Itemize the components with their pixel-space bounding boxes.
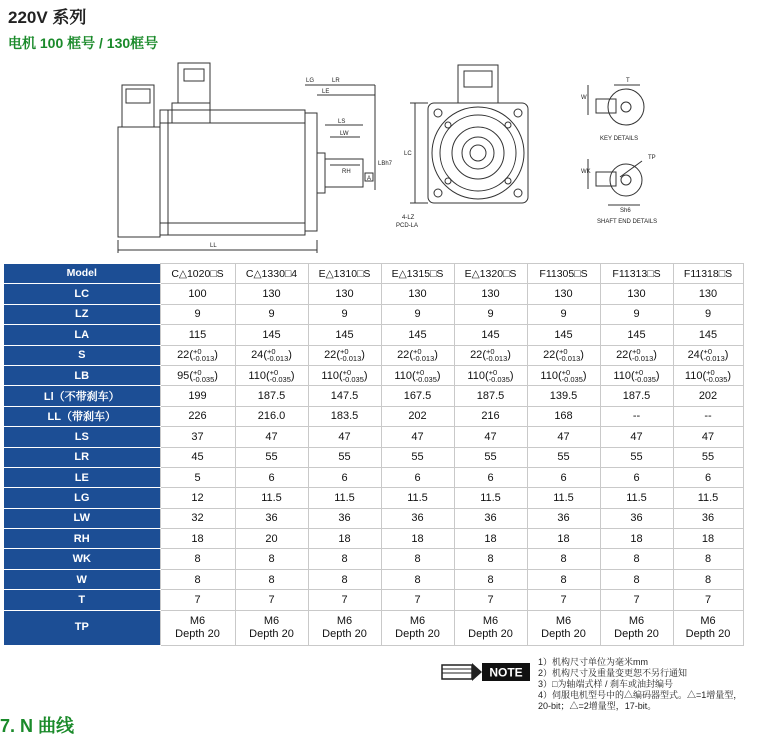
table-cell: 9 — [527, 304, 600, 324]
table-cell: 6 — [600, 467, 673, 487]
table-cell: 130 — [673, 284, 743, 304]
table-cell: 7 — [381, 590, 454, 610]
tolerance: +0 -0.013 — [703, 347, 725, 364]
dim-label-tp: TP — [648, 155, 656, 161]
table-cell: 37 — [160, 427, 235, 447]
shaft-end-view — [588, 159, 642, 205]
table-cell: 8 — [381, 569, 454, 589]
table-cell: 110( +0 -0.035 ) — [308, 365, 381, 385]
table-cell: 11.5 — [673, 488, 743, 508]
table-cell: 226 — [160, 406, 235, 426]
row-label: LS — [4, 427, 160, 447]
dim-label-sh6: Sh6 — [620, 208, 631, 214]
table-cell: 5 — [160, 467, 235, 487]
table-cell: 202 — [381, 406, 454, 426]
table-cell: 22( +0 -0.013 ) — [160, 345, 235, 365]
table-cell: 9 — [673, 304, 743, 324]
table-cell: 24( +0 -0.013 ) — [673, 345, 743, 365]
tolerance: +0 -0.035 — [415, 367, 437, 384]
table-cell: 18 — [673, 529, 743, 549]
table-cell: 8 — [673, 549, 743, 569]
table-cell: 6 — [235, 467, 308, 487]
table-cell: 18 — [454, 529, 527, 549]
table-cell: 8 — [235, 569, 308, 589]
page-subtitle: 电机 100 框号 / 130框号 — [8, 35, 159, 51]
table-cell: 167.5 — [381, 386, 454, 406]
table-cell: 47 — [527, 427, 600, 447]
tolerance: +0 -0.035 — [706, 367, 728, 384]
dim-label-lz: 4-LZ — [402, 215, 415, 221]
table-cell: 55 — [673, 447, 743, 467]
table-row — [4, 569, 743, 589]
table-cell: 130 — [527, 284, 600, 304]
table-cell: 7 — [600, 590, 673, 610]
table-cell: 168 — [527, 406, 600, 426]
table-cell: 95( +0 -0.035 ) — [160, 365, 235, 385]
table-cell: 130 — [381, 284, 454, 304]
tolerance: +0 -0.035 — [269, 367, 291, 384]
table-cell: 8 — [308, 549, 381, 569]
row-label: LZ — [4, 304, 160, 324]
table-row — [4, 610, 743, 645]
table-row — [4, 590, 743, 610]
dim-label-ll: LL — [210, 243, 217, 249]
tolerance: +0 -0.013 — [485, 347, 508, 364]
dim-label-lr: LR — [332, 78, 340, 84]
table-cell: 7 — [527, 590, 600, 610]
row-label: LR — [4, 447, 160, 467]
table-row — [4, 284, 743, 304]
page-title: 220V 系列 — [8, 8, 87, 27]
row-label: LE — [4, 467, 160, 487]
table-cell: 110( +0 -0.035 ) — [454, 365, 527, 385]
table-cell: 22( +0 -0.013 ) — [600, 345, 673, 365]
table-row — [4, 508, 743, 528]
table-cell: 36 — [673, 508, 743, 528]
motor-dimension-drawing — [0, 55, 762, 255]
tolerance: +0 -0.013 — [192, 347, 215, 364]
table-cell: 55 — [527, 447, 600, 467]
table-cell: M6 Depth 20 — [235, 610, 308, 645]
row-label: Ll（不带刹车） — [4, 386, 160, 406]
notes-list — [538, 657, 742, 712]
header-cell: E△1315□S — [381, 264, 454, 284]
table-cell: 145 — [308, 325, 381, 345]
table-cell: 11.5 — [381, 488, 454, 508]
note-line: 1）机构尺寸单位为毫米mm — [538, 657, 649, 667]
header-cell: E△1310□S — [308, 264, 381, 284]
tolerance: +0 -0.035 — [634, 367, 656, 384]
table-cell: M6 Depth 20 — [381, 610, 454, 645]
table-cell: 9 — [160, 304, 235, 324]
tolerance: +0 -0.013 — [266, 347, 289, 364]
note-line: 3）□为轴端式样 / 刹车或油封编号 — [538, 679, 673, 689]
dim-label-t: T — [626, 78, 630, 84]
table-cell: 45 — [160, 447, 235, 467]
table-cell: M6 Depth 20 — [160, 610, 235, 645]
row-label: S — [4, 345, 160, 365]
table-cell: 18 — [600, 529, 673, 549]
table-cell: 6 — [527, 467, 600, 487]
dim-label-lw: LW — [340, 131, 349, 137]
dim-label-w: W — [581, 95, 587, 101]
table-cell: 11.5 — [235, 488, 308, 508]
table-cell: 18 — [527, 529, 600, 549]
table-cell: 8 — [454, 569, 527, 589]
table-cell: 8 — [527, 569, 600, 589]
table-cell: 139.5 — [527, 386, 600, 406]
table-cell: 130 — [454, 284, 527, 304]
table-cell: 8 — [527, 549, 600, 569]
dim-label-lb: LBh7 — [378, 161, 393, 167]
next-section-heading: 7. N 曲线 — [0, 716, 75, 736]
table-cell: 47 — [454, 427, 527, 447]
header-cell: E△1320□S — [454, 264, 527, 284]
header-cell: C△1020□S — [160, 264, 235, 284]
row-label: LA — [4, 325, 160, 345]
table-cell: 36 — [235, 508, 308, 528]
row-label: LG — [4, 488, 160, 508]
table-row — [4, 365, 743, 385]
table-cell: 9 — [381, 304, 454, 324]
key-details-view — [588, 85, 644, 125]
table-cell: 147.5 — [308, 386, 381, 406]
row-label: LL（带刹车） — [4, 406, 160, 426]
table-cell: 8 — [600, 569, 673, 589]
spec-table — [4, 263, 744, 646]
table-row — [4, 304, 743, 324]
table-cell: 36 — [600, 508, 673, 528]
table-cell: 187.5 — [235, 386, 308, 406]
tolerance: +0 -0.035 — [192, 367, 215, 384]
header-cell: F11305□S — [527, 264, 600, 284]
table-cell: 22( +0 -0.013 ) — [527, 345, 600, 365]
table-cell: 110( +0 -0.035 ) — [381, 365, 454, 385]
table-cell: 8 — [600, 549, 673, 569]
table-cell: 6 — [308, 467, 381, 487]
header-cell: F11313□S — [600, 264, 673, 284]
shaft-end-caption: SHAFT END DETAILS — [597, 219, 658, 225]
table-cell: 9 — [454, 304, 527, 324]
tolerance: +0 -0.013 — [558, 347, 581, 364]
table-cell: 199 — [160, 386, 235, 406]
table-cell: 18 — [381, 529, 454, 549]
pencil-icon — [440, 660, 530, 686]
table-cell: 7 — [454, 590, 527, 610]
table-cell: M6 Depth 20 — [527, 610, 600, 645]
note-line: 2）机构尺寸及重量变更恕不另行通知 — [538, 668, 688, 678]
table-cell: 110( +0 -0.035 ) — [673, 365, 743, 385]
table-cell: 8 — [673, 569, 743, 589]
table-cell: 36 — [454, 508, 527, 528]
dim-label-wk: WK — [581, 169, 591, 175]
table-cell: 55 — [600, 447, 673, 467]
table-cell: 47 — [235, 427, 308, 447]
table-cell: 187.5 — [454, 386, 527, 406]
note-line: 4）伺服电机型号中的△编码器型式。△=1增量型， — [538, 690, 743, 700]
table-cell: 8 — [308, 569, 381, 589]
table-cell: 11.5 — [308, 488, 381, 508]
table-cell: 7 — [308, 590, 381, 610]
table-cell: 216 — [454, 406, 527, 426]
dim-label-lc: LC — [404, 151, 412, 157]
table-row — [4, 549, 743, 569]
table-header-row — [4, 264, 743, 284]
table-cell: 7 — [673, 590, 743, 610]
table-cell: 55 — [454, 447, 527, 467]
table-cell: 36 — [308, 508, 381, 528]
table-cell: 8 — [160, 549, 235, 569]
dim-label-ls: LS — [338, 119, 346, 125]
table-row — [4, 386, 743, 406]
table-cell: 8 — [454, 549, 527, 569]
table-row — [4, 488, 743, 508]
table-row — [4, 406, 743, 426]
key-details-caption: KEY DETAILS — [600, 136, 639, 142]
table-cell: 130 — [235, 284, 308, 304]
row-label: LC — [4, 284, 160, 304]
table-cell: 145 — [527, 325, 600, 345]
table-cell: 110( +0 -0.035 ) — [600, 365, 673, 385]
table-cell: 145 — [235, 325, 308, 345]
table-cell: 36 — [381, 508, 454, 528]
table-cell: 130 — [308, 284, 381, 304]
table-cell: 18 — [160, 529, 235, 549]
note-label: NOTE — [489, 665, 523, 680]
row-label: W — [4, 569, 160, 589]
table-cell: 32 — [160, 508, 235, 528]
note-line: 20-bit；△=2增量型，17-bit。 — [538, 701, 657, 711]
table-cell: 47 — [381, 427, 454, 447]
table-cell: 11.5 — [600, 488, 673, 508]
table-cell: 8 — [381, 549, 454, 569]
table-row — [4, 427, 743, 447]
table-cell: 11.5 — [527, 488, 600, 508]
table-cell: 202 — [673, 386, 743, 406]
table-cell: 6 — [673, 467, 743, 487]
table-cell: M6 Depth 20 — [454, 610, 527, 645]
table-cell: 7 — [235, 590, 308, 610]
table-cell: 8 — [235, 549, 308, 569]
table-cell: 24( +0 -0.013 ) — [235, 345, 308, 365]
table-cell: 11.5 — [454, 488, 527, 508]
row-label: LW — [4, 508, 160, 528]
dim-label-lg: LG — [306, 78, 315, 84]
table-cell: 187.5 — [600, 386, 673, 406]
table-cell: 22( +0 -0.013 ) — [454, 345, 527, 365]
table-cell: 47 — [673, 427, 743, 447]
tolerance: +0 -0.013 — [412, 347, 435, 364]
table-cell: 7 — [160, 590, 235, 610]
row-label: RH — [4, 529, 160, 549]
table-cell: 145 — [600, 325, 673, 345]
table-cell: 36 — [527, 508, 600, 528]
table-row — [4, 529, 743, 549]
dim-label-rh: RH — [342, 169, 351, 175]
table-cell: 55 — [235, 447, 308, 467]
motor-front-view — [410, 65, 528, 203]
table-cell: 183.5 — [308, 406, 381, 426]
table-cell: 9 — [308, 304, 381, 324]
table-cell: 18 — [308, 529, 381, 549]
table-cell: 100 — [160, 284, 235, 304]
table-row — [4, 447, 743, 467]
row-label: WK — [4, 549, 160, 569]
row-label: TP — [4, 610, 160, 645]
table-cell: 110( +0 -0.035 ) — [527, 365, 600, 385]
table-cell: 9 — [600, 304, 673, 324]
table-cell: 216.0 — [235, 406, 308, 426]
table-cell: 130 — [600, 284, 673, 304]
table-cell: 55 — [308, 447, 381, 467]
table-cell: M6 Depth 20 — [600, 610, 673, 645]
table-cell: 12 — [160, 488, 235, 508]
table-cell: 22( +0 -0.013 ) — [381, 345, 454, 365]
tolerance: +0 -0.035 — [488, 367, 510, 384]
table-cell: M6 Depth 20 — [308, 610, 381, 645]
table-cell: 55 — [381, 447, 454, 467]
table-cell: 9 — [235, 304, 308, 324]
table-cell: 145 — [673, 325, 743, 345]
table-cell: M6 Depth 20 — [673, 610, 743, 645]
tolerance: +0 -0.035 — [561, 367, 583, 384]
tolerance: +0 -0.035 — [342, 367, 364, 384]
table-cell: 145 — [381, 325, 454, 345]
table-cell: -- — [600, 406, 673, 426]
table-cell: 115 — [160, 325, 235, 345]
header-cell: C△1330□4 — [235, 264, 308, 284]
row-label: T — [4, 590, 160, 610]
table-cell: 47 — [600, 427, 673, 447]
tolerance: +0 -0.013 — [631, 347, 654, 364]
table-cell: -- — [673, 406, 743, 426]
motor-side-view — [118, 63, 375, 253]
table-cell: 110( +0 -0.035 ) — [235, 365, 308, 385]
table-row — [4, 345, 743, 365]
table-cell: 20 — [235, 529, 308, 549]
table-cell: 6 — [381, 467, 454, 487]
table-cell: 47 — [308, 427, 381, 447]
table-cell: 8 — [160, 569, 235, 589]
table-cell: 145 — [454, 325, 527, 345]
tolerance: +0 -0.013 — [339, 347, 362, 364]
dim-label-le: LE — [322, 89, 330, 95]
table-row — [4, 467, 743, 487]
table-cell: 6 — [454, 467, 527, 487]
table-cell: 22( +0 -0.013 ) — [308, 345, 381, 365]
dim-label-a: A — [367, 176, 372, 182]
header-cell: F11318□S — [673, 264, 743, 284]
table-row — [4, 325, 743, 345]
header-model: Model — [4, 264, 160, 284]
dim-label-pcd: PCD-LA — [396, 223, 419, 229]
row-label: LB — [4, 365, 160, 385]
